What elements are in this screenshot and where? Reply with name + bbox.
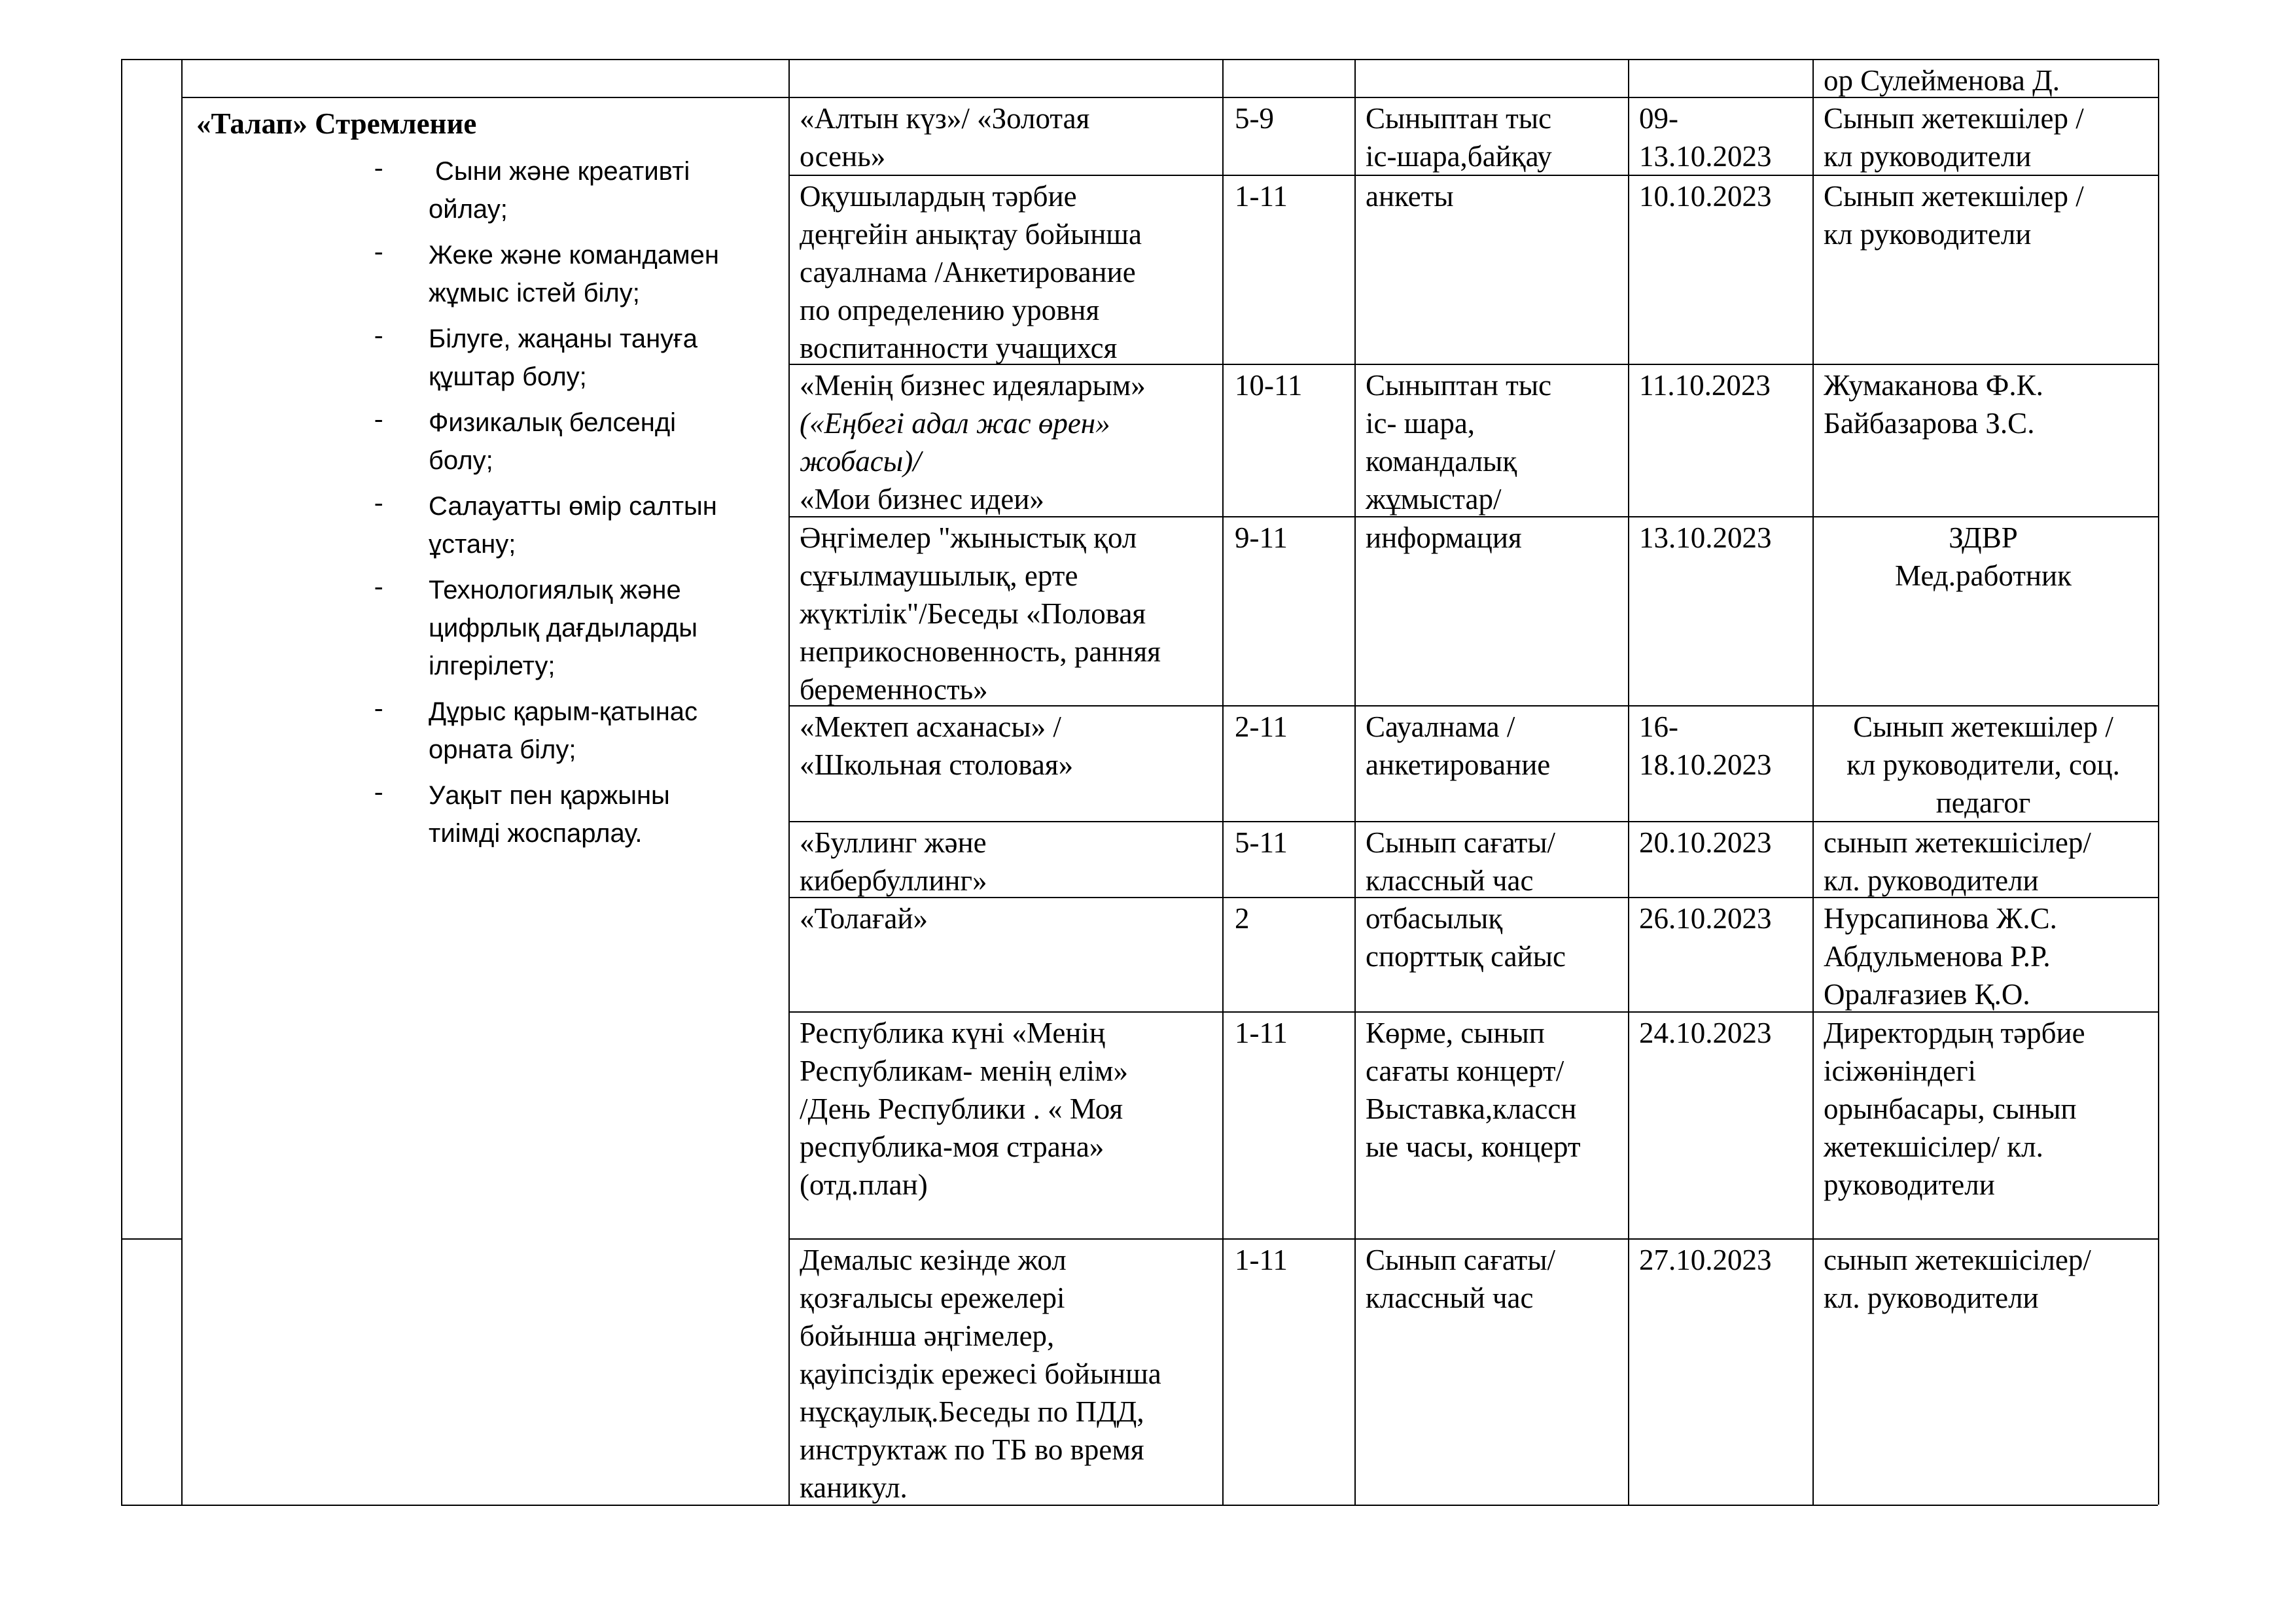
table-cell-line: қозғалысы ережелері	[800, 1282, 1065, 1314]
table-row-divider	[121, 59, 2158, 60]
table-cell-line: Сыныптан тыс	[1366, 102, 1552, 135]
table-cell-line: Көрме, сынып	[1366, 1017, 1545, 1049]
table-cell-line: сынып жетекшісілер/	[1824, 1244, 2091, 1276]
table-cell-line: іс- шара,	[1366, 407, 1475, 440]
table-cell-grade	[1235, 824, 1288, 862]
table-cell-line: сағаты концерт/	[1366, 1055, 1564, 1087]
table-cell-line: спорттық сайыс	[1366, 940, 1566, 973]
table-cell-form	[1366, 708, 1550, 784]
table-cell-line: сауалнама /Анкетирование	[800, 256, 1136, 288]
table-cell-grade	[1235, 1241, 1288, 1279]
table-cell-line: осень»	[800, 140, 886, 173]
table-cell-line: 24.10.2023	[1639, 1017, 1772, 1049]
table-cell-form	[1366, 366, 1551, 518]
table-cell-date	[1639, 1241, 1772, 1279]
table-cell-line: Сауалнама /	[1366, 710, 1515, 743]
table-cell-line: инструктаж по ТБ во время	[800, 1433, 1144, 1466]
goal-bullet-line: болу;	[429, 446, 493, 475]
table-cell-form	[1366, 824, 1555, 899]
goal-bullet-line: Физикалық белсенді	[429, 408, 677, 437]
table-cell-date	[1639, 899, 1772, 937]
table-cell-line: кл. руководители	[1824, 864, 2039, 897]
table-cell-line: /День Республики . « Моя	[800, 1092, 1123, 1125]
table-cell-date	[1639, 824, 1772, 862]
table-cell-line: воспитанности учащихся	[800, 332, 1118, 364]
table-column-divider	[1222, 59, 1224, 1505]
table-cell-line: 13.10.2023	[1639, 521, 1772, 554]
table-cell-line: 27.10.2023	[1639, 1244, 1772, 1276]
table-cell-event	[800, 366, 1146, 518]
table-row-divider	[121, 1238, 181, 1240]
goal-title: «Талап» Стремление	[196, 107, 477, 140]
table-cell-line: «Буллинг және	[800, 826, 987, 859]
table-cell-resp	[1824, 177, 2084, 253]
table-cell-resp	[1824, 1241, 2091, 1317]
table-cell-line: 10.10.2023	[1639, 180, 1772, 213]
table-cell-line: ые часы, концерт	[1366, 1130, 1581, 1163]
table-cell-line: 9-11	[1235, 521, 1288, 554]
goal-bullet-line: Уақыт пен қаржыны	[429, 781, 670, 810]
table-cell-line: іс-шара,байқау	[1366, 140, 1552, 173]
table-cell-line: анкетирование	[1366, 748, 1551, 781]
table-cell-resp	[1824, 366, 2043, 442]
table-column-divider	[788, 59, 790, 1505]
table-cell-form	[1366, 519, 1522, 557]
table-cell-event	[800, 519, 1161, 708]
table-cell-line: «Менің бизнес идеяларым»	[800, 369, 1146, 402]
table-cell-form	[1366, 1241, 1555, 1317]
table-cell-line: кл руководители	[1824, 218, 2032, 251]
table-cell-line: 20.10.2023	[1639, 826, 1772, 859]
table-cell-line: беременность»	[800, 673, 988, 706]
table-cell-line: бойынша әңгімелер,	[800, 1319, 1055, 1352]
table-cell-line: ор Сулейменова Д.	[1824, 64, 2060, 97]
table-cell-line: 18.10.2023	[1639, 748, 1772, 781]
table-cell-grade	[1235, 899, 1250, 937]
table-cell-line: Сыныптан тыс	[1366, 369, 1552, 402]
table-cell-line: 5-11	[1235, 826, 1288, 859]
table-cell-line: Демалыс кезінде жол	[800, 1244, 1067, 1276]
goal-bullet-line: тиімді жоспарлау.	[429, 819, 643, 848]
table-cell-event	[800, 824, 987, 899]
goal-bullet-line: Дұрыс қарым-қатынас	[429, 697, 698, 726]
table-cell-line: 5-9	[1235, 102, 1274, 135]
table-cell-grade	[1235, 99, 1274, 137]
table-cell-form	[1366, 99, 1552, 175]
table-cell-line: Абдульменова Р.Р.	[1824, 940, 2051, 973]
table-cell-line: Оралғазиев Қ.О.	[1824, 978, 2030, 1011]
table-cell-event	[800, 1014, 1128, 1204]
table-column-divider	[1628, 59, 1629, 1505]
bullet-dash-icon: -	[374, 693, 383, 722]
table-cell-resp	[1824, 99, 2084, 175]
table-cell-date	[1639, 366, 1771, 404]
table-cell-grade	[1235, 519, 1288, 557]
table-cell-line: ЗДВР	[1949, 521, 2018, 554]
table-cell-line: сынып жетекшісілер/	[1824, 826, 2091, 859]
table-cell-line: «Школьная столовая»	[800, 748, 1074, 781]
table-cell-line: Әңгімелер "жыныстық қол	[800, 521, 1137, 554]
goal-bullet-line: Сыни және креативті	[435, 157, 690, 186]
table-cell-line: деңгейін анықтау бойынша	[800, 218, 1142, 251]
table-cell-grade	[1235, 708, 1288, 746]
bullet-dash-icon: -	[374, 571, 383, 601]
table-cell-line: Сынып жетекшілер /	[1853, 710, 2113, 743]
goal-bullet-line: құштар болу;	[429, 362, 587, 391]
table-cell-line: 2	[1235, 902, 1250, 935]
table-cell-line: Жумаканова Ф.К.	[1824, 369, 2043, 402]
table-cell-line: педагог	[1935, 786, 2031, 819]
table-cell-line: 11.10.2023	[1639, 369, 1771, 402]
table-cell-line: жобасы)/	[800, 445, 921, 478]
table-cell-line: жұмыстар/	[1366, 483, 1502, 515]
table-cell-form	[1366, 899, 1566, 975]
table-cell-line: («Еңбегі адал жас өрен»	[800, 407, 1110, 440]
table-cell-line: Директордың тәрбие	[1824, 1017, 2085, 1049]
bullet-dash-icon: -	[374, 487, 383, 517]
table-cell-line: Нурсапинова Ж.С.	[1824, 902, 2057, 935]
table-cell-resp	[1824, 708, 2143, 822]
table-cell-line: классный час	[1366, 864, 1534, 897]
table-cell-line: Республикам- менің елім»	[800, 1055, 1128, 1087]
table-cell-grade	[1235, 177, 1288, 215]
goal-bullet-line: жұмыс істей білу;	[429, 279, 640, 307]
table-cell-line: қауіпсіздік ережесі бойынша	[800, 1357, 1161, 1390]
table-cell-date	[1639, 519, 1772, 557]
table-cell-resp	[1824, 899, 2057, 1013]
table-cell-line: 13.10.2023	[1639, 140, 1772, 173]
table-cell-grade	[1235, 366, 1302, 404]
table-cell-grade	[1235, 1014, 1288, 1052]
table-cell-resp	[1824, 519, 2143, 595]
table-cell-date	[1639, 708, 1772, 784]
table-cell-line: (отд.план)	[800, 1168, 928, 1201]
table-cell-line: 1-11	[1235, 180, 1288, 213]
table-cell-line: «Мои бизнес идеи»	[800, 483, 1044, 515]
table-cell-form	[1366, 177, 1454, 215]
goal-bullet-line: ойлау;	[429, 195, 508, 224]
table-cell-line: 16-	[1639, 710, 1678, 743]
table-cell-line: Сынып сағаты/	[1366, 1244, 1556, 1276]
table-column-divider	[1812, 59, 1814, 1505]
table-cell-event	[800, 99, 1089, 175]
table-cell-line: сұғылмаушылық, ерте	[800, 559, 1078, 592]
table-cell-event	[800, 899, 928, 937]
table-cell-event	[800, 177, 1142, 367]
goal-bullet-line: орната білу;	[429, 735, 576, 764]
table-cell-date	[1639, 1014, 1772, 1052]
table-cell-line: орынбасары, сынып	[1824, 1092, 2077, 1125]
table-cell-line: 1-11	[1235, 1017, 1288, 1049]
table-cell-line: Республика күні «Менің	[800, 1017, 1105, 1049]
table-cell-line: 09-	[1639, 102, 1678, 135]
table-cell-event	[800, 1241, 1161, 1507]
table-cell-line: нұсқаулық.Беседы по ПДД,	[800, 1395, 1144, 1428]
goal-bullet-line: Білуге, жаңаны тануға	[429, 324, 698, 353]
bullet-dash-icon: -	[374, 320, 383, 349]
table-cell-line: кл руководители, соц.	[1846, 748, 2120, 781]
goal-bullet-line: ұстану;	[429, 530, 516, 559]
table-row-divider	[788, 1238, 2158, 1240]
table-cell-line: кл руководители	[1824, 140, 2032, 173]
table-cell-line: «Алтын күз»/ «Золотая	[800, 102, 1090, 135]
table-cell-line: Байбазарова З.С.	[1824, 407, 2035, 440]
table-cell-form	[1366, 1014, 1581, 1166]
table-cell-line: жетекшісілер/ кл.	[1824, 1130, 2043, 1163]
bullet-dash-icon: -	[374, 236, 383, 266]
table-cell-line: 2-11	[1235, 710, 1288, 743]
table-cell-line: республика-моя страна»	[800, 1130, 1104, 1163]
table-column-divider	[1354, 59, 1356, 1505]
table-cell-line: 10-11	[1235, 369, 1303, 402]
table-cell-line: неприкосновенность, ранняя	[800, 635, 1161, 668]
table-cell-line: «Мектеп асханасы» /	[800, 710, 1061, 743]
table-cell-line: Оқушылардың тәрбие	[800, 180, 1077, 213]
table-cell-line: по определению уровня	[800, 294, 1100, 326]
table-cell-line: «Толағай»	[800, 902, 928, 935]
bullet-dash-icon: -	[374, 777, 383, 806]
table-cell-line: кибербуллинг»	[800, 864, 987, 897]
table-cell-line: командалық	[1366, 445, 1517, 478]
goal-bullet-line: цифрлық дағдыларды	[429, 614, 698, 642]
table-cell-event	[800, 708, 1073, 784]
table-cell-date	[1639, 99, 1772, 175]
table-cell-line: Мед.работник	[1895, 559, 2072, 592]
table-column-divider	[181, 59, 183, 1505]
table-cell-resp	[1824, 61, 2060, 99]
table-column-divider	[2158, 59, 2159, 1505]
table-cell-line: каникул.	[800, 1471, 908, 1504]
table-cell-line: 26.10.2023	[1639, 902, 1772, 935]
bullet-dash-icon: -	[374, 152, 383, 182]
table-cell-line: Сынып сағаты/	[1366, 826, 1556, 859]
goal-bullet-line: Жеке және командамен	[429, 241, 719, 270]
table-cell-resp	[1824, 824, 2091, 899]
table-column-divider	[121, 59, 122, 1505]
table-cell-line: анкеты	[1366, 180, 1454, 213]
table-cell-line: отбасылық	[1366, 902, 1503, 935]
table-cell-line: жүктілік"/Беседы «Половая	[800, 597, 1146, 630]
table-cell-line: руководители	[1824, 1168, 1995, 1201]
table-cell-line: кл. руководители	[1824, 1282, 2039, 1314]
goal-bullet-line: Салауатты өмір салтын	[429, 492, 717, 521]
table-cell-resp	[1824, 1014, 2085, 1204]
table-cell-line: классный час	[1366, 1282, 1534, 1314]
table-cell-line: 1-11	[1235, 1244, 1288, 1276]
bullet-dash-icon: -	[374, 404, 383, 433]
goal-bullet-line: ілгерілету;	[429, 652, 556, 680]
table-cell-line: ісіжөніндегі	[1824, 1055, 1977, 1087]
table-cell-line: Сынып жетекшілер /	[1824, 180, 2084, 213]
table-cell-line: информация	[1366, 521, 1522, 554]
table-cell-line: Выставка,классн	[1366, 1092, 1577, 1125]
goal-bullet-line: Технологиялық және	[429, 576, 681, 604]
table-cell-line: Сынып жетекшілер /	[1824, 102, 2084, 135]
table-cell-date	[1639, 177, 1772, 215]
